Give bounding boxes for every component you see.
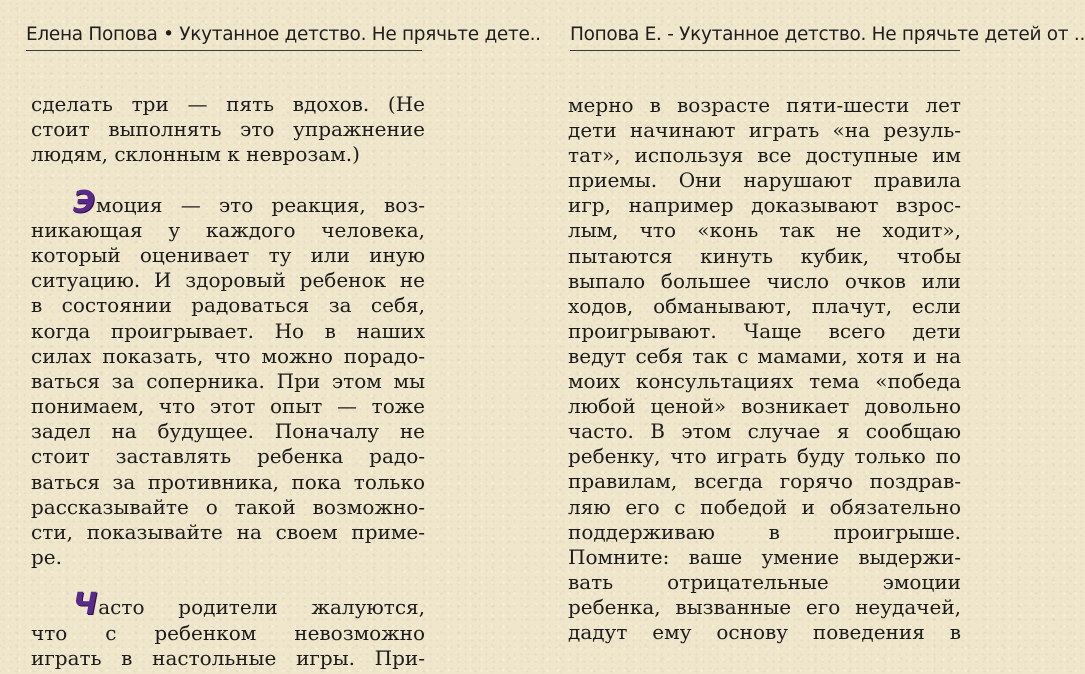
text-line: проигрывают. Чаще всего дети [568,318,961,343]
text-line: стоит заставлять ребенка радо- [31,444,425,469]
text-line: ваться за соперника. При этом мы [31,368,425,393]
drop-cap: Ч [73,587,98,623]
text-line: ситуацию. И здоровый ребенок не [31,268,425,293]
left-page-header: Елена Попова • Укутанное детство. Не прячьте дете.. [26,20,422,51]
text-line: тат», используя все доступные им [568,143,961,168]
right-page-body [568,93,961,645]
text-line: дети начинают играть «на резуль- [568,118,961,143]
text-line: правилам, всегда горячо поздрав- [568,469,961,494]
text-line: силах показать, что можно порадо- [31,343,425,368]
text-line: часто. В этом случае я сообщаю [568,419,961,444]
text-line: рассказывайте о такой возможно- [31,494,425,519]
text-line: ре. [31,545,62,570]
text-line: лым, что «конь так не ходит», [568,218,961,243]
text-line: когда проигрывает. Но в наших [31,318,425,343]
text-line: поддерживаю в проигрыше. [568,519,961,544]
text-line: ребенку, что играть буду только по [568,444,961,469]
text-line [31,184,425,220]
text-line: ляю его с победой и обязательно [568,494,961,519]
text-line: Помните: ваше умение выдержи- [568,544,961,569]
text-line: ребенка, вызванные его неудачей, [568,594,961,619]
left-page [0,0,541,674]
paragraph-1 [31,92,425,168]
text-line: задел на будущее. Поначалу не [31,419,425,444]
text-line: сти, показывайте на своем приме- [31,520,425,544]
text-line [31,587,425,623]
text-line: играть в настольные игры. При- [31,645,425,670]
text-line: людям, склонным к неврозам.) [31,142,360,167]
text-line: ходов, обманывают, плачут, если [568,293,961,318]
text-line: приемы. Они нарушают правила [568,168,961,193]
text-line: стоит выполнять это упражнение [31,117,425,142]
text-line: ведут себя так с мамами, хотя и на [568,343,961,368]
right-page-header: Попова Е. - Укутанное детство. Не прячьте детей от .. [570,20,960,51]
text-line: пытаются кинуть кубик, чтобы [568,243,961,268]
text-line: мерно в возрасте пяти-шести лет [568,93,961,117]
text-line: вать отрицательные эмоции [568,569,961,594]
text-line: в состоянии радоваться за себя, [31,293,425,318]
text-line: моих консультациях тема «победа [568,369,961,394]
paragraph-3 [31,587,425,671]
paragraph-2 [31,184,425,571]
text-line: ваться за противника, пока только [31,469,425,494]
text-line: дадут ему основу поведения в [568,619,961,644]
text-fragment: моция — это реакция, воз- [96,192,425,217]
text-fragment: асто родители жалуются, [98,595,425,620]
text-line: игр, например доказывают взрос- [568,193,961,218]
text-line: понимаем, что этот опыт — тоже [31,394,425,419]
text-line: который оценивает ту или иную [31,242,425,267]
text-line: любой ценой» возникает довольно [568,394,961,419]
right-page [497,0,1085,674]
text-line: никающая у каждого человека, [31,217,425,242]
text-line: выпало большее число очков или [568,268,961,293]
drop-cap: Э [73,184,96,220]
text-line: что с ребенком невозможно [31,620,425,645]
left-page-body [31,92,425,671]
text-line: сделать три — пять вдохов. (Не [31,92,425,116]
